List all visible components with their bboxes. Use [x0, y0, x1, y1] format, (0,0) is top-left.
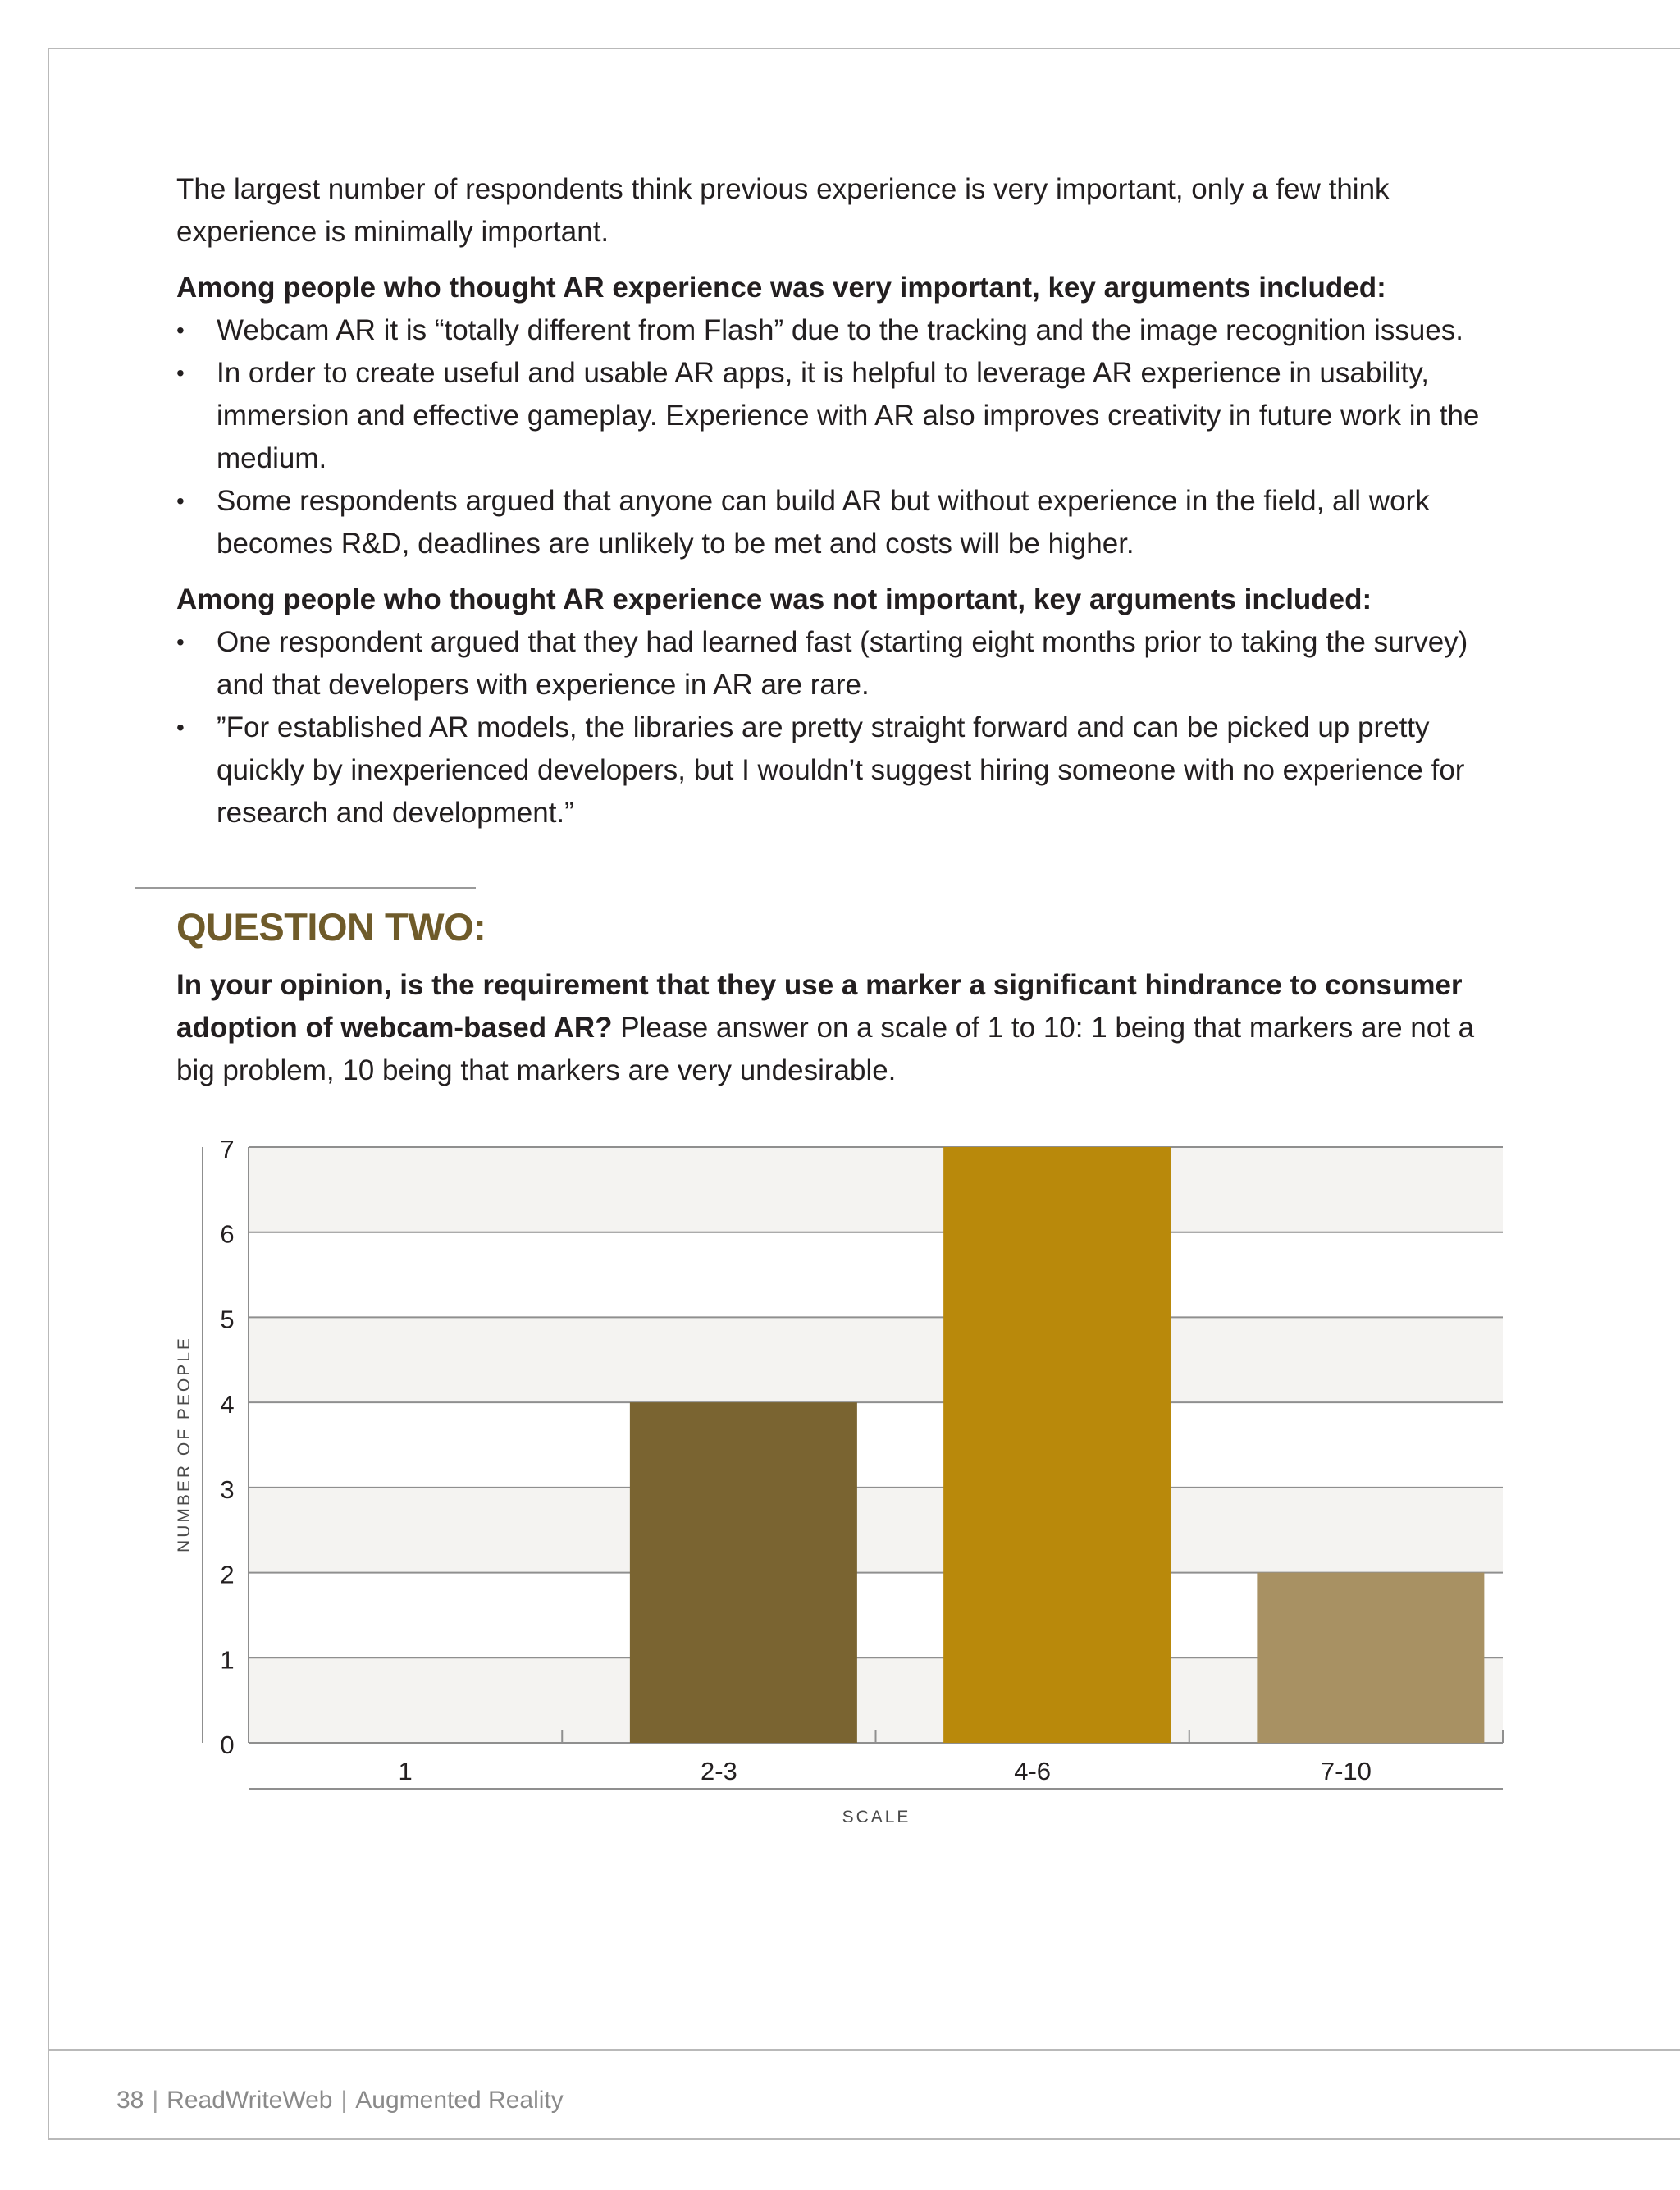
list-item: • ”For established AR models, the libraries are pretty straight forward and can be picked up pretty quickly by inexperienced developers, but I wouldn’t suggest hiring someone with no experience for research and development.” — [176, 706, 1509, 834]
footer-separator: | — [152, 2087, 159, 2114]
footer-separator: | — [340, 2087, 348, 2114]
y-tick-label: 4 — [220, 1390, 235, 1420]
publisher-name: ReadWriteWeb — [167, 2087, 333, 2114]
list-item: • In order to create useful and usable AR apps, it is helpful to leverage AR experience in usability, immersion and effective gameplay. Experience with AR also improves creativity in future work in the medium. — [176, 352, 1509, 480]
x-axis-title: SCALE — [842, 1808, 911, 1827]
y-tick-label: 2 — [220, 1560, 235, 1589]
important-heading: Among people who thought AR experience was very important, key arguments included: — [176, 272, 1386, 304]
y-tick-label: 7 — [220, 1135, 235, 1164]
question-title: QUESTION TWO: — [176, 905, 486, 949]
bar — [1257, 1573, 1484, 1743]
grid-band — [249, 1147, 1503, 1232]
x-tick-label: 7-10 — [1320, 1757, 1372, 1785]
footer-divider — [48, 2049, 1680, 2051]
grid-band — [249, 1488, 1503, 1573]
question-rest-text: Please answer on a scale of 1 to 10: 1 being that markers are not a big problem, 10 being that markers are very undesirable. — [176, 1012, 1475, 1086]
intro-paragraph: The largest number of respondents think previous experience is very important, only a few think experience is minimally important. — [176, 173, 1390, 248]
x-tick-label: 1 — [398, 1757, 413, 1785]
y-tick-label: 6 — [220, 1219, 235, 1249]
x-tick-label: 2-3 — [700, 1757, 737, 1785]
grid-band — [249, 1317, 1503, 1402]
bar — [943, 1147, 1171, 1743]
y-tick-label: 3 — [220, 1474, 235, 1504]
list-item: • Some respondents argued that anyone can build AR but without experience in the field, all work becomes R&D, deadlines are unlikely to be met and costs will be higher. — [176, 480, 1509, 565]
y-tick-label: 0 — [220, 1731, 235, 1759]
y-tick-label: 1 — [220, 1645, 235, 1675]
y-axis-title: NUMBER OF PEOPLE — [175, 1336, 194, 1552]
list-item: • Webcam AR it is “totally different from Flash” due to the tracking and the image recognition issues. — [176, 309, 1509, 352]
x-tick-label: 4-6 — [1014, 1757, 1052, 1785]
report-title: Augmented Reality — [355, 2087, 564, 2114]
grid-band — [249, 1232, 1503, 1318]
list-item: • One respondent argued that they had learned fast (starting eight months prior to taking the survey) and that developers with experience in AR are rare. — [176, 621, 1509, 706]
y-tick-label: 5 — [220, 1305, 235, 1334]
not-important-heading: Among people who thought AR experience was not important, key arguments included: — [176, 583, 1372, 615]
page-number: 38 — [116, 2087, 144, 2114]
question-bold-text: In your opinion, is the requirement that they use a marker a significant hindrance to consumer adoption of webcam-based AR? — [176, 969, 1463, 1044]
grid-band — [249, 1402, 1503, 1488]
page-footer — [116, 2084, 564, 2117]
bar — [630, 1402, 857, 1743]
